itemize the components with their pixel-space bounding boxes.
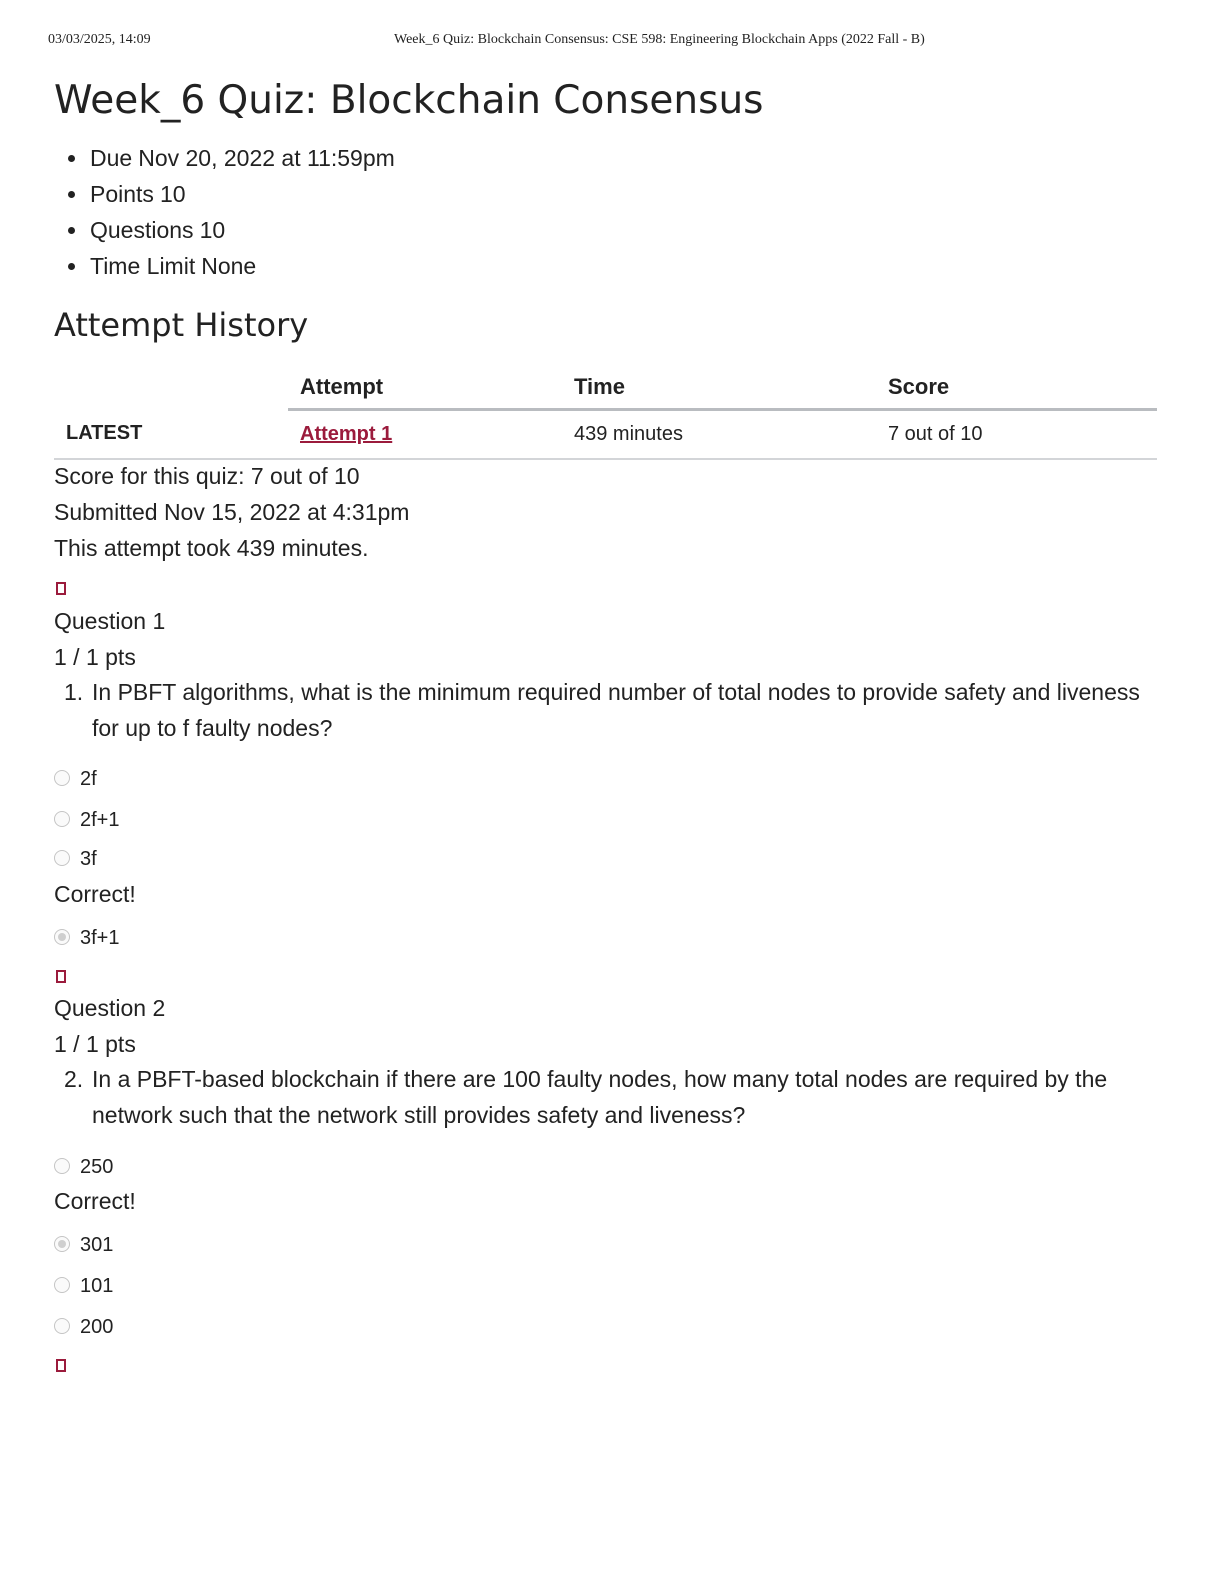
question-2-label: Question 2 — [54, 995, 166, 1021]
attempt-history-title: Attempt History — [54, 306, 309, 344]
question-1-points: 1 / 1 pts — [54, 644, 136, 670]
question-2-points: 1 / 1 pts — [54, 1031, 136, 1057]
question-1-number: 1. — [64, 679, 84, 705]
print-date: 03/03/2025, 14:09 — [48, 32, 151, 47]
time-cell: 439 minutes — [562, 410, 876, 460]
radio-icon[interactable] — [54, 1277, 70, 1293]
question-1-answer-4[interactable]: 3f+1 — [54, 925, 119, 951]
question-2-text — [54, 1061, 1154, 1133]
meta-questions: Questions 10 — [54, 212, 395, 248]
table-header-attempt: Attempt — [288, 366, 562, 410]
print-title: Week_6 Quiz: Blockchain Consensus: CSE 598: Engineering Blockchain Apps (2022 Fall - B) — [394, 32, 925, 47]
radio-icon[interactable] — [54, 1158, 70, 1174]
flag-question-1-icon[interactable] — [56, 582, 66, 595]
radio-checked-icon[interactable] — [54, 1236, 70, 1252]
question-1-correct-label: Correct! — [54, 881, 136, 907]
question-1-label: Question 1 — [54, 608, 166, 634]
question-2-correct-label: Correct! — [54, 1188, 136, 1214]
question-1-answer-1[interactable]: 2f — [54, 766, 97, 792]
question-2-answer-2[interactable]: 301 — [54, 1232, 113, 1258]
table-header-blank — [54, 366, 288, 410]
quiz-score: Score for this quiz: 7 out of 10 — [54, 463, 360, 489]
question-1-body: In PBFT algorithms, what is the minimum required number of total nodes to provide safety and liveness for up to f faulty nodes? — [92, 679, 1140, 741]
submitted-time: Submitted Nov 15, 2022 at 4:31pm — [54, 499, 410, 525]
attempt-summary — [54, 458, 409, 566]
radio-icon[interactable] — [54, 850, 70, 866]
table-row — [54, 410, 1157, 460]
radio-icon[interactable] — [54, 1318, 70, 1334]
radio-checked-icon[interactable] — [54, 929, 70, 945]
meta-points: Points 10 — [54, 176, 395, 212]
page-title: Week_6 Quiz: Blockchain Consensus — [54, 78, 764, 123]
meta-due: Due Nov 20, 2022 at 11:59pm — [54, 140, 395, 176]
question-2-answer-1[interactable]: 250 — [54, 1154, 113, 1180]
latest-label: LATEST — [54, 410, 288, 460]
question-1-text — [54, 674, 1154, 746]
attempt-1-link[interactable]: Attempt 1 — [300, 423, 393, 445]
quiz-meta-list — [54, 140, 395, 284]
meta-time-limit: Time Limit None — [54, 248, 395, 284]
radio-icon[interactable] — [54, 770, 70, 786]
attempt-duration: This attempt took 439 minutes. — [54, 535, 369, 561]
attempt-cell — [288, 410, 562, 460]
question-1-answer-3[interactable]: 3f — [54, 846, 97, 872]
table-header-row — [54, 366, 1157, 410]
attempt-history-table — [54, 366, 1157, 460]
question-2-answer-3[interactable]: 101 — [54, 1273, 113, 1299]
flag-question-2-icon[interactable] — [56, 970, 66, 983]
question-2-answer-4[interactable]: 200 — [54, 1314, 113, 1340]
question-2-body: In a PBFT-based blockchain if there are 100 faulty nodes, how many total nodes are required by the network such that the network still provides safety and liveness? — [92, 1066, 1108, 1128]
table-header-score: Score — [876, 366, 1157, 410]
question-2-number: 2. — [64, 1066, 84, 1092]
radio-icon[interactable] — [54, 811, 70, 827]
score-cell: 7 out of 10 — [876, 410, 1157, 460]
table-header-time: Time — [562, 366, 876, 410]
flag-question-3-icon[interactable] — [56, 1359, 66, 1372]
question-1-answer-2[interactable]: 2f+1 — [54, 807, 119, 833]
